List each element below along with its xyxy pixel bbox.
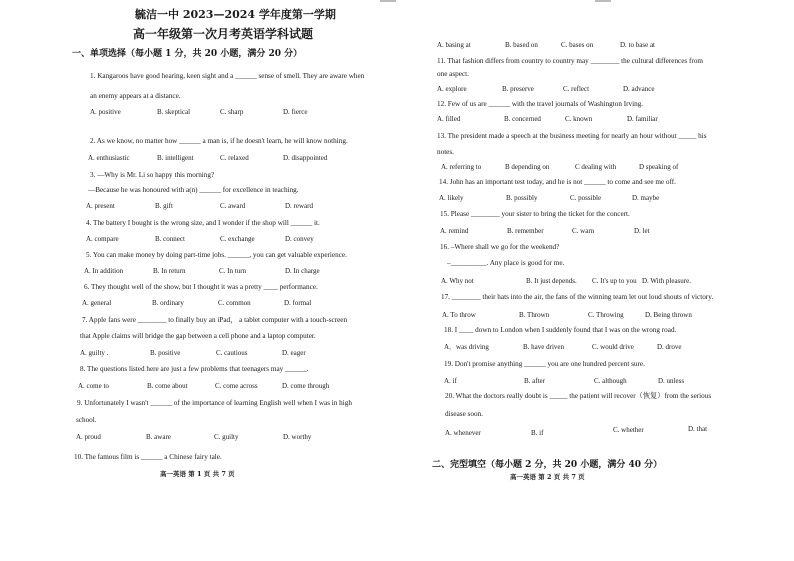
- option-a: A. if: [444, 377, 457, 385]
- option-d: D. to base at: [620, 41, 655, 49]
- option-d: D. worthy: [283, 433, 312, 441]
- question-stem: 2. As we know, no matter how ______ a man is, if he doesn't learn, he will know nothing.: [90, 137, 348, 145]
- question-stem: 8. The questions listed here are just a few problems that teenagers may ______.: [80, 365, 309, 373]
- exam-title: 高一年级第一次月考英语学科试题: [133, 27, 314, 41]
- option-d: D. maybe: [632, 194, 660, 202]
- question-stem: –__________. Any place is good for me.: [447, 259, 565, 267]
- option-c: C. It's up to you: [592, 277, 637, 285]
- option-b: B. preserve: [502, 85, 534, 93]
- question-stem: 13. The president made a speech at the business meeting for nearly an hour without _____ his: [437, 132, 707, 140]
- question-stem: 5. You can make money by doing part-time jobs. ______, you can get valuable experience.: [86, 251, 347, 259]
- option-c: C. possible: [570, 194, 602, 202]
- option-c: C. common: [218, 299, 251, 307]
- question-stem: —Because he was honoured with a(n) ______ for excellence in teaching.: [88, 186, 299, 194]
- option-b: B. positive: [150, 349, 181, 357]
- option-d: D. convey: [285, 235, 314, 243]
- question-stem: 6. They thought well of the show, but I thought it was a pretty ____ performance.: [84, 283, 318, 291]
- option-b: B. remember: [507, 227, 544, 235]
- option-a: A. guilty .: [80, 349, 109, 357]
- question-stem: that Apple claims will bridge the gap between a cell phone and a laptop computer.: [80, 332, 316, 340]
- option-b: B. aware: [146, 433, 171, 441]
- option-a: A．was driving: [444, 343, 489, 351]
- option-a: A. enthusiastic: [88, 154, 130, 162]
- section1-heading: 一、单项选择（每小题 1 分，共 20 小题，满分 20 分）: [72, 49, 303, 59]
- option-c: C. In turn: [219, 267, 247, 275]
- option-d: D. advance: [623, 85, 655, 93]
- option-d: D. that: [688, 425, 708, 433]
- question-stem: 10. The famous film is ______ a Chinese fairy tale.: [74, 453, 222, 461]
- option-c: C. cautious: [216, 349, 248, 357]
- question-stem: 4. The battery I bought is the wrong size, and I wonder if the shop will ______ it.: [86, 219, 320, 227]
- option-a: A. Why not: [441, 277, 474, 285]
- option-b: B. connect: [155, 235, 185, 243]
- question-stem: school.: [76, 416, 97, 424]
- option-c: C. award: [220, 202, 246, 210]
- option-b: B depending on: [505, 163, 550, 171]
- option-a: A. remind: [440, 227, 469, 235]
- option-c: C. although: [594, 377, 627, 385]
- option-a: A. filled: [437, 115, 461, 123]
- option-d: D. come through: [282, 382, 330, 390]
- option-d: D. disappointed: [283, 154, 328, 162]
- scan-mark: [380, 0, 396, 2]
- option-c: C. reflect: [563, 85, 590, 93]
- page-footer: 高一英语 第 1 页 共 7 页: [160, 470, 235, 478]
- option-c: C. come across: [215, 382, 258, 390]
- option-d: D. In charge: [285, 267, 320, 275]
- option-a: A. explore: [437, 85, 467, 93]
- option-c: C. bases on: [561, 41, 594, 49]
- option-d: D. reward: [285, 202, 313, 210]
- question-stem: 15. Please ________ your sister to bring the ticket for the concert.: [440, 210, 630, 218]
- question-stem: 16. –Where shall we go for the weekend?: [440, 243, 560, 251]
- option-d: D. formal: [284, 299, 312, 307]
- question-stem: 11. That fashion differs from country to country may ________ the cultural differences from: [437, 57, 703, 65]
- option-c: C. sharp: [220, 108, 244, 116]
- option-c: C. warn: [572, 227, 595, 235]
- option-b: B. based on: [505, 41, 538, 49]
- option-a: A. present: [86, 202, 115, 210]
- option-b: B. skeptical: [157, 108, 191, 116]
- option-a: A. In addition: [84, 267, 124, 275]
- option-b: B. concerned: [504, 115, 541, 123]
- option-c: C. whether: [613, 426, 644, 434]
- option-a: A. compare: [86, 235, 119, 243]
- option-d: D speaking of: [639, 163, 679, 171]
- option-d: D. fierce: [283, 108, 308, 116]
- question-stem: 20. What the doctors really doubt is _____ the patient will recover（恢复）from the serious: [445, 392, 712, 400]
- question-stem: notes.: [437, 148, 454, 156]
- question-stem: 14. John has an important test today, and he is not ______ to come and see me off.: [439, 178, 676, 186]
- option-a: A. likely: [439, 194, 464, 202]
- option-c: C dealing with: [575, 163, 617, 171]
- section2-heading: 二、完型填空（每小题 2 分，共 20 小题，满分 40 分）: [432, 460, 663, 470]
- school-term-title: 毓洁一中 2023—2024 学年度第一学期: [135, 8, 336, 21]
- option-b: B. come about: [147, 382, 188, 390]
- option-a: A. positive: [90, 108, 121, 116]
- option-b: B. It just depends.: [526, 277, 577, 285]
- question-stem: 3. —Why is Mr. Li so happy this morning?: [90, 171, 215, 179]
- option-d: D. let: [634, 227, 650, 235]
- question-stem: 18. I ____ down to London when I suddenly found that I was on the wrong road.: [444, 326, 677, 334]
- question-stem: 9. Unfortunately I wasn't ______ of the importance of learning English well when I was in high: [77, 399, 352, 407]
- option-b: B. possibly: [506, 194, 538, 202]
- question-stem: 19. Don't promise anything ______ you are one hundred percent sure.: [444, 360, 645, 368]
- option-a: A. To throw: [442, 311, 476, 319]
- question-stem: 17. ________ their hats into the air, the fans of the winning team let out loud shouts of victory.: [441, 293, 714, 301]
- option-c: C. exchange: [220, 235, 255, 243]
- option-b: B. In return: [153, 267, 186, 275]
- question-stem: one aspect.: [437, 70, 469, 78]
- option-d: D. Being thrown: [645, 311, 692, 319]
- question-stem: 12. Few of us are ______ with the travel journals of Washington Irving.: [437, 100, 644, 108]
- question-stem: 1. Kangaroos have good hearing, keen sight and a ______ sense of smell. They are aware when: [90, 72, 365, 80]
- option-a: A. whenever: [445, 429, 481, 437]
- option-a: A. general: [82, 299, 112, 307]
- option-b: B. intelligent: [157, 154, 194, 162]
- option-d: D. With pleasure.: [642, 277, 691, 285]
- option-b: B. after: [524, 377, 545, 385]
- option-b: B. Thrown: [519, 311, 550, 319]
- question-stem: 7. Apple fans were ________ to finally buy an iPad， a tablet computer with a touch-screen: [82, 316, 348, 324]
- option-d: D. unless: [658, 377, 685, 385]
- option-a: A. come to: [78, 382, 109, 390]
- option-b: B. gift: [155, 202, 173, 210]
- question-stem: disease soon.: [445, 410, 483, 418]
- scan-mark: [595, 0, 611, 2]
- option-a: A. basing at: [437, 41, 471, 49]
- option-d: D. eager: [282, 349, 306, 357]
- option-d: D. familiar: [627, 115, 658, 123]
- option-b: B. if: [531, 429, 544, 437]
- option-c: C. Throwing: [588, 311, 624, 319]
- exam-page-2: [400, 0, 794, 561]
- option-c: C. would drive: [592, 343, 634, 351]
- option-d: D. drove: [657, 343, 682, 351]
- option-c: C. relaxed: [220, 154, 249, 162]
- option-a: A. referring to: [441, 163, 482, 171]
- option-b: B. have driven: [523, 343, 565, 351]
- page-footer: 高一英语 第 2 页 共 7 页: [510, 473, 585, 481]
- option-c: C. guilty: [214, 433, 239, 441]
- option-a: A. proud: [76, 433, 101, 441]
- question-stem: an enemy appears at a distance.: [90, 92, 181, 100]
- option-c: C. known: [565, 115, 593, 123]
- option-b: B. ordinary: [152, 299, 184, 307]
